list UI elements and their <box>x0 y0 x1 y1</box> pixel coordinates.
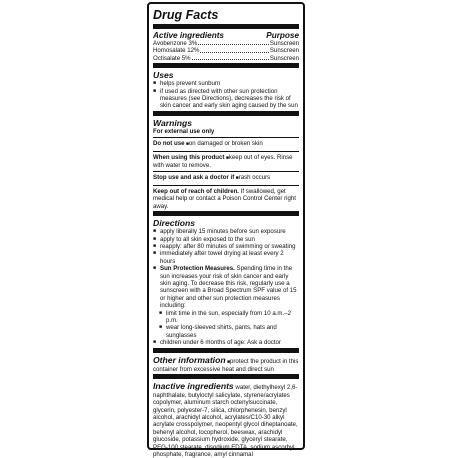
warning-text: on damaged or broken skin <box>188 140 263 148</box>
rule <box>153 137 299 138</box>
inactive-ingredients-text: water, diethylhexyl 2,6-naphthalate, butyloctyl salicylate, styrene/acrylates copolymer, aluminum starch octenylsuccinate, glycerin, polyester-7, silica, chlorphenesin, benzyl alcohol, arachidyl alcohol, acrylates/C10-30 alkyl acrylate crosspolymer, neopentyl glycol diheptanoate, behenyl alcohol, tocopherol, beeswax, arachidyl glucoside, potassium hydroxide, glyceryl stearate, PEG-100 stearate, disodium EDTA, sodium ascorbyl phosphate, fragrance, amyl cinnamal <box>153 384 298 458</box>
list-item: ■ limit time in the sun, especially from 10 a.m.–2 p.m. <box>153 310 299 325</box>
warning-label: When using this product <box>153 153 225 161</box>
ingredient-purpose: Sunscreen <box>269 47 299 55</box>
warning-label: Do not use <box>153 140 185 148</box>
ingredient-row <box>153 40 299 47</box>
list-item: ■ apply liberally 15 minutes before sun exposure <box>153 228 299 235</box>
rule <box>153 185 299 186</box>
inactive-ingredients <box>153 381 299 458</box>
ingredient-name: Avobenzone 3% <box>153 40 198 47</box>
other-information-heading: Other information <box>153 354 226 365</box>
active-ingredients-heading: Active ingredients <box>153 31 224 40</box>
drug-facts-panel <box>147 2 305 458</box>
list-item: ■ children under 6 months of age: Ask a doctor <box>153 339 299 346</box>
rule <box>153 171 299 172</box>
active-ingredients-header <box>153 31 299 40</box>
external-use-text: For external use only <box>153 127 215 135</box>
uses-heading: Uses <box>153 70 174 81</box>
section-divider <box>153 348 299 353</box>
list-item: ■ helps prevent sunburn <box>153 80 299 87</box>
warning-text: If swallowed, get medical help or contact a Poison Control Center right away. <box>153 187 296 210</box>
stop-use-warning <box>153 174 299 182</box>
ingredient-row <box>153 55 299 62</box>
purpose-heading: Purpose <box>266 31 299 40</box>
drug-facts-title: Drug Facts <box>153 8 219 22</box>
list-item: ■ immediately after towel drying at least every 2 hours <box>153 250 299 265</box>
list-item: ■ reapply: after 80 minutes of swimming or sweating <box>153 243 299 250</box>
section-divider <box>153 24 299 29</box>
dot-leader <box>198 40 269 45</box>
warning-text: keep out of eyes. Rinse with water to remove. <box>153 153 293 170</box>
inactive-ingredients-heading: Inactive ingredients <box>153 381 234 392</box>
sun-protection-text: Spending time in the sun increases your risk of skin cancer and early skin aging. To decrease this risk, regularly use a sunscreen with a Broad Spectrum SPF value of 15 or higher and other sun protection measures including: <box>160 265 297 310</box>
section-divider <box>153 374 299 379</box>
dot-leader <box>192 55 269 60</box>
list-item: ■ wear long-sleeved shirts, pants, hats and sunglasses <box>153 324 299 339</box>
sun-protection-label: Sun Protection Measures. <box>160 265 235 273</box>
list-item: ■ if used as directed with other sun protection measures (see Directions), decreases the risk of skin cancer and early skin aging caused by the sun <box>153 88 299 110</box>
other-information-text: protect the product in this container from excessive heat and direct sun <box>153 357 299 373</box>
warning-text: rash occurs <box>238 174 271 182</box>
section-divider <box>153 111 299 116</box>
uses-list <box>153 80 299 110</box>
sun-protection-item <box>153 265 299 309</box>
dot-leader <box>200 47 268 52</box>
section-divider <box>153 63 299 68</box>
rule <box>153 151 299 152</box>
ingredient-purpose: Sunscreen <box>269 40 299 47</box>
warning-label: Keep out of reach of children. <box>153 187 239 195</box>
ingredient-row <box>153 47 299 54</box>
other-information <box>153 355 299 374</box>
directions-list <box>153 228 299 347</box>
warning-label: Stop use and ask a doctor if <box>153 174 235 182</box>
list-item: ■ apply to all skin exposed to the sun <box>153 236 299 243</box>
when-using-warning <box>153 154 299 170</box>
directions-heading: Directions <box>153 218 196 229</box>
ingredient-purpose: Sunscreen <box>269 54 299 62</box>
ingredient-name: Octisalate 5% <box>153 54 191 62</box>
do-not-use-warning <box>153 140 299 148</box>
keep-out-of-reach-warning <box>153 188 299 210</box>
ingredient-name: Homosalate 12% <box>153 47 200 55</box>
section-divider <box>153 211 299 216</box>
warnings-heading: Warnings <box>153 117 192 128</box>
